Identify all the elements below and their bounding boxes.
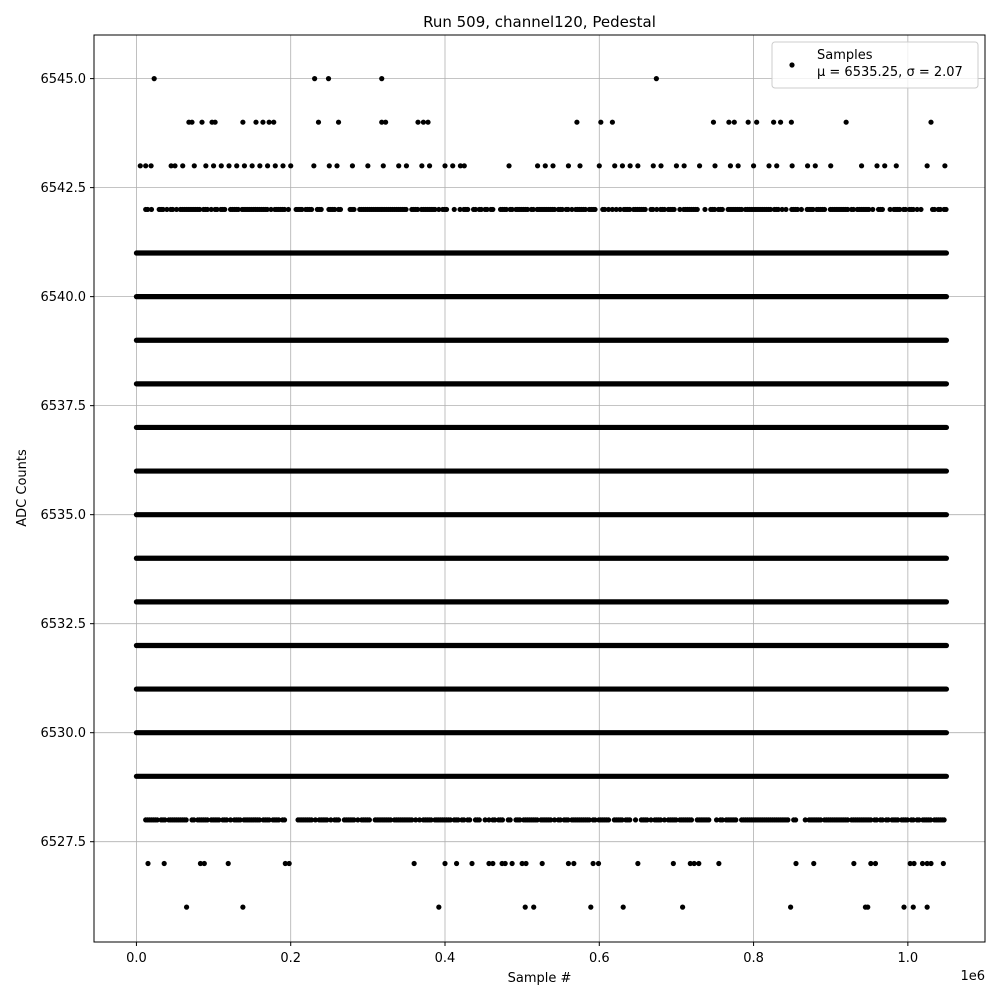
data-point [658, 163, 663, 168]
data-point [452, 207, 457, 212]
data-point [415, 120, 420, 125]
data-point [350, 163, 355, 168]
data-point [490, 861, 495, 866]
data-point [535, 163, 540, 168]
legend-stats: μ = 6535.25, σ = 2.07 [817, 65, 963, 80]
data-point [316, 120, 321, 125]
x-axis-offset-label: 1e6 [960, 969, 985, 984]
data-point [379, 76, 384, 81]
data-point [162, 861, 167, 866]
data-point [199, 120, 204, 125]
y-tick-label: 6545.0 [40, 72, 86, 88]
data-point [403, 207, 408, 212]
data-point [240, 120, 245, 125]
data-point [469, 861, 474, 866]
data-point [242, 163, 247, 168]
data-point [633, 817, 638, 822]
data-point [785, 817, 790, 822]
data-point [312, 76, 317, 81]
y-tick-label: 6540.0 [40, 290, 86, 306]
data-point [490, 207, 495, 212]
data-point [620, 163, 625, 168]
data-point [635, 861, 640, 866]
data-point [280, 163, 285, 168]
data-point [606, 817, 611, 822]
data-point [674, 163, 679, 168]
data-point [540, 861, 545, 866]
data-point [211, 163, 216, 168]
data-point [421, 120, 426, 125]
data-point [868, 861, 873, 866]
data-point [672, 207, 677, 212]
data-point [592, 207, 597, 212]
legend [772, 42, 978, 88]
data-point [654, 76, 659, 81]
data-point [138, 163, 143, 168]
data-point [712, 163, 717, 168]
data-point [257, 163, 262, 168]
data-point [692, 861, 697, 866]
data-point [425, 120, 430, 125]
data-point [671, 861, 676, 866]
data-point [152, 76, 157, 81]
data-point [213, 120, 218, 125]
y-tick-label: 6535.0 [40, 508, 86, 524]
data-point [234, 163, 239, 168]
data-point [184, 817, 189, 822]
data-point [928, 120, 933, 125]
data-point [733, 817, 738, 822]
data-point [943, 207, 948, 212]
data-point [523, 905, 528, 910]
data-point [716, 861, 721, 866]
data-point [222, 207, 227, 212]
data-point [621, 905, 626, 910]
data-point [288, 163, 293, 168]
data-point [450, 163, 455, 168]
chart-title: Run 509, channel120, Pedestal [423, 13, 656, 31]
data-point [383, 120, 388, 125]
data-point [148, 163, 153, 168]
data-point [427, 163, 432, 168]
data-point [571, 861, 576, 866]
data-point [628, 163, 633, 168]
data-point [596, 861, 601, 866]
data-point [925, 163, 930, 168]
data-point [180, 163, 185, 168]
data-point [746, 120, 751, 125]
data-point [612, 163, 617, 168]
x-tick-label: 0.0 [126, 951, 147, 966]
data-point [706, 817, 711, 822]
data-point [928, 861, 933, 866]
legend-label: Samples [817, 48, 873, 63]
y-tick-label: 6530.0 [40, 726, 86, 742]
data-point [444, 207, 449, 212]
data-point [566, 163, 571, 168]
y-tick-label: 6542.5 [40, 181, 86, 197]
data-point [711, 120, 716, 125]
data-point [523, 861, 528, 866]
data-point [265, 163, 270, 168]
data-point [203, 163, 208, 168]
data-point [702, 207, 707, 212]
data-point [793, 817, 798, 822]
data-point [465, 207, 470, 212]
data-point [865, 905, 870, 910]
data-point [334, 163, 339, 168]
data-point [282, 817, 287, 822]
data-point [588, 905, 593, 910]
data-point [925, 905, 930, 910]
data-point [271, 120, 276, 125]
data-point [651, 163, 656, 168]
data-point [920, 861, 925, 866]
data-point [226, 861, 231, 866]
y-axis-label: ADC Counts [15, 449, 30, 527]
data-point [874, 163, 879, 168]
data-point [336, 817, 341, 822]
data-point [918, 207, 923, 212]
data-point [462, 163, 467, 168]
y-tick-label: 6537.5 [40, 399, 86, 415]
data-point [778, 120, 783, 125]
data-point [189, 120, 194, 125]
data-point [828, 163, 833, 168]
data-point [680, 905, 685, 910]
data-point [732, 120, 737, 125]
data-point [260, 120, 265, 125]
data-point [506, 163, 511, 168]
data-point [149, 207, 154, 212]
data-point [870, 207, 875, 212]
x-tick-label: 0.8 [743, 951, 764, 966]
data-point [531, 905, 536, 910]
data-point [682, 163, 687, 168]
data-point [309, 207, 314, 212]
y-tick-label: 6527.5 [40, 835, 86, 851]
data-point [941, 861, 946, 866]
data-point [811, 861, 816, 866]
data-point [442, 861, 447, 866]
data-point [728, 163, 733, 168]
data-point [477, 817, 482, 822]
data-point [500, 817, 505, 822]
data-point [396, 163, 401, 168]
data-point [319, 207, 324, 212]
data-point [367, 817, 372, 822]
data-point [901, 905, 906, 910]
data-point [844, 120, 849, 125]
data-point [766, 163, 771, 168]
legend-marker [789, 62, 794, 67]
data-point [202, 861, 207, 866]
data-point [286, 207, 291, 212]
data-point [627, 817, 632, 822]
data-point [219, 163, 224, 168]
x-tick-label: 0.2 [280, 951, 302, 966]
data-point [287, 861, 292, 866]
data-point [365, 163, 370, 168]
data-point [240, 905, 245, 910]
data-point [574, 120, 579, 125]
data-point [184, 905, 189, 910]
data-point [143, 163, 148, 168]
data-point [793, 861, 798, 866]
data-point [805, 163, 810, 168]
data-point [543, 163, 548, 168]
data-point [880, 207, 885, 212]
data-point [942, 817, 947, 822]
data-point [882, 163, 887, 168]
data-point [751, 163, 756, 168]
data-point [436, 905, 441, 910]
data-point [226, 163, 231, 168]
data-point [696, 861, 701, 866]
data-point [351, 207, 356, 212]
data-point [550, 163, 555, 168]
data-point [774, 163, 779, 168]
data-point [338, 207, 343, 212]
data-point [799, 207, 804, 212]
data-point [327, 163, 332, 168]
data-point [726, 120, 731, 125]
data-point [754, 120, 759, 125]
data-point [311, 163, 316, 168]
data-point [273, 163, 278, 168]
x-axis-label: Sample # [507, 971, 572, 986]
data-point [789, 120, 794, 125]
data-point [591, 861, 596, 866]
data-point [267, 120, 272, 125]
data-point [911, 861, 916, 866]
x-tick-label: 0.4 [434, 951, 456, 966]
data-point [381, 163, 386, 168]
data-point [326, 76, 331, 81]
data-point [873, 861, 878, 866]
data-point [911, 905, 916, 910]
data-point [635, 163, 640, 168]
data-point [566, 861, 571, 866]
data-point [454, 861, 459, 866]
data-point [442, 163, 447, 168]
data-point [412, 861, 417, 866]
data-point [788, 905, 793, 910]
data-point [813, 163, 818, 168]
data-point [503, 861, 508, 866]
data-point [851, 861, 856, 866]
data-point [790, 163, 795, 168]
data-point [697, 163, 702, 168]
data-point [250, 163, 255, 168]
data-point [192, 163, 197, 168]
y-tick-label: 6532.5 [40, 617, 86, 633]
data-point [822, 207, 827, 212]
data-point [597, 163, 602, 168]
x-tick-label: 1.0 [897, 951, 919, 966]
data-point [404, 163, 409, 168]
data-point [720, 207, 725, 212]
data-point [689, 817, 694, 822]
data-point [598, 120, 603, 125]
data-point [172, 163, 177, 168]
data-point [253, 120, 258, 125]
data-point [643, 207, 648, 212]
data-point [783, 207, 788, 212]
data-point [942, 163, 947, 168]
data-point [859, 163, 864, 168]
data-point [894, 163, 899, 168]
data-point [736, 163, 741, 168]
data-point [419, 163, 424, 168]
data-point [610, 120, 615, 125]
data-point [508, 817, 513, 822]
data-point [510, 861, 515, 866]
data-point [577, 163, 582, 168]
data-point [145, 861, 150, 866]
data-point [695, 207, 700, 212]
x-tick-label: 0.6 [588, 951, 610, 966]
data-point [467, 817, 472, 822]
data-point [336, 120, 341, 125]
data-point [771, 120, 776, 125]
